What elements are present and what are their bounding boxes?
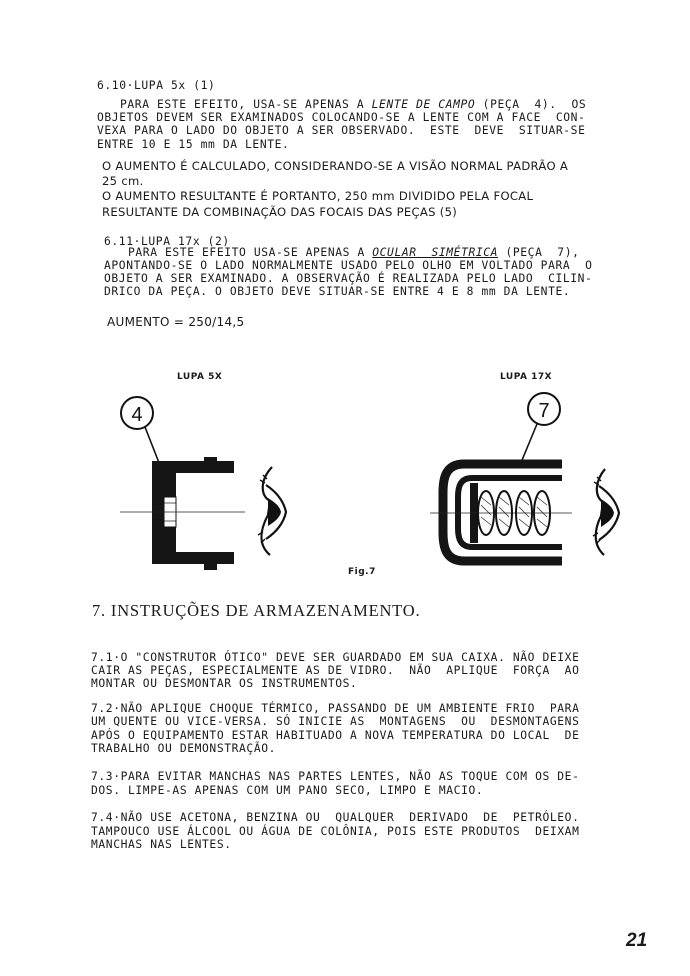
lente-de-campo-term: LENTE DE CAMPO — [371, 98, 476, 111]
s72-line3: APÓS O EQUIPAMENTO ESTAR HABITUADO A NOVA TEMPERATURA DO LOCAL DE — [91, 729, 580, 742]
lupa-5x-diagram — [120, 397, 286, 570]
s74-line2: TAMPOUCO USE ÁLCOOL OU ÁGUA DE COLÔNIA, POIS ESTE PRODUTOS DEIXAM — [91, 825, 580, 838]
s610-p1-line1 — [120, 98, 586, 111]
aumento-formula: AUMENTO = 250/14,5 — [107, 315, 245, 329]
section-6-10-title: 6.10·LUPA 5x (1) — [97, 79, 216, 92]
s610-p1-line1-a: PARA ESTE EFEITO, USA-SE APENAS A — [120, 98, 372, 111]
s610-p1-line4: ENTRE 10 E 15 mm DA LENTE. — [97, 138, 290, 151]
s71-line3: MONTAR OU DESMONTAR OS INSTRUMENTOS. — [91, 677, 358, 690]
page-number: 21 — [626, 930, 648, 951]
lens-holder-flange-top — [152, 461, 234, 473]
ocular-simetrica-term: OCULAR SIMÉTRICA — [372, 246, 499, 259]
s611-p1-line1-a: PARA ESTE EFEITO USA-SE APENAS A — [128, 246, 373, 259]
s71-line1: 7.1·O "CONSTRUTOR ÓTICO" DEVE SER GUARDADO EM SUA CAIXA. NÃO DEIXE — [91, 651, 580, 664]
s72-line2: UM QUENTE OU VICE-VERSA. SÓ INICIE AS MONTAGENS OU DESMONTAGENS — [91, 715, 580, 728]
part-number-4-label: 4 — [131, 404, 143, 426]
s74-line1: 7.4·NÃO USE ACETONA, BENZINA OU QUALQUER DERIVADO DE PETRÓLEO. — [91, 811, 580, 824]
section-6-11-title: 6.11·LUPA 17x (2) — [104, 235, 230, 248]
s610-p2-line2: 25 cm. — [102, 174, 144, 188]
lupa-17x-diagram — [430, 393, 619, 561]
s611-p1-line1 — [128, 246, 580, 259]
s610-p2-line3: O AUMENTO RESULTANTE É PORTANTO, 250 mm DIVIDIDO PELA FOCAL — [102, 189, 534, 203]
leader-line-7 — [520, 424, 537, 465]
section-7-heading: 7. INSTRUÇÕES DE ARMAZENAMENTO. — [92, 601, 421, 620]
figure-label-lupa-5x: LUPA 5X — [177, 372, 223, 382]
s610-p2-line1: O AUMENTO É CALCULADO, CONSIDERANDO-SE A VISÃO NORMAL PADRÃO A — [102, 159, 569, 173]
s72-line1: 7.2·NÃO APLIQUE CHOQUE TÉRMICO, PASSANDO DE UM AMBIENTE FRIO PARA — [91, 702, 580, 715]
s610-p1-line3: VEXA PARA O LADO DO OBJETO A SER OBSERVADO. ESTE DEVE SITUAR-SE — [97, 124, 586, 137]
eye-icon-right — [593, 469, 619, 555]
s611-p1-line3: OBJETO A SER EXAMINADO. A OBSERVAÇÃO É REALIZADA PELO LADO CILIN- — [104, 272, 593, 285]
part-number-7-label: 7 — [538, 400, 550, 422]
eye-icon-left — [258, 467, 286, 555]
s611-p1-line2: APONTANDO-SE O LADO NORMALMENTE USADO PELO OLHO EM VOLTADO PARA O — [104, 259, 593, 272]
figure-7-illustration — [100, 385, 640, 570]
s72-line4: TRABALHO OU DEMONSTRAÇÃO. — [91, 742, 277, 755]
lens-holder-flange-bottom — [152, 552, 234, 564]
s610-p1-line2: OBJETOS DEVEM SER EXAMINADOS COLOCANDO-SE A LENTE COM A FACE CON- — [97, 111, 586, 124]
s73-line1: 7.3·PARA EVITAR MANCHAS NAS PARTES LENTES, NÃO AS TOQUE COM OS DE- — [91, 770, 580, 783]
s611-p1-line1-b: (PEÇA 7), — [498, 246, 580, 259]
figure-caption: Fig.7 — [348, 567, 376, 577]
s74-line3: MANCHAS NAS LENTES. — [91, 838, 232, 851]
s71-line2: CAIR AS PEÇAS, ESPECIALMENTE AS DE VIDRO. NÃO APLIQUE FORÇA AO — [91, 664, 580, 677]
s611-p1-line4: DRICO DA PEÇA. O OBJETO DEVE SITUAR-SE ENTRE 4 E 8 mm DA LENTE. — [104, 285, 571, 298]
s610-p1-line1-b: (PEÇA 4). OS — [475, 98, 587, 111]
figure-label-lupa-17x: LUPA 17X — [500, 372, 553, 382]
s73-line2: DOS. LIMPE-AS APENAS COM UM PANO SECO, LIMPO E MACIO. — [91, 784, 484, 797]
s610-p2-line4: RESULTANTE DA COMBINAÇÃO DAS FOCAIS DAS PEÇAS (5) — [102, 205, 458, 219]
